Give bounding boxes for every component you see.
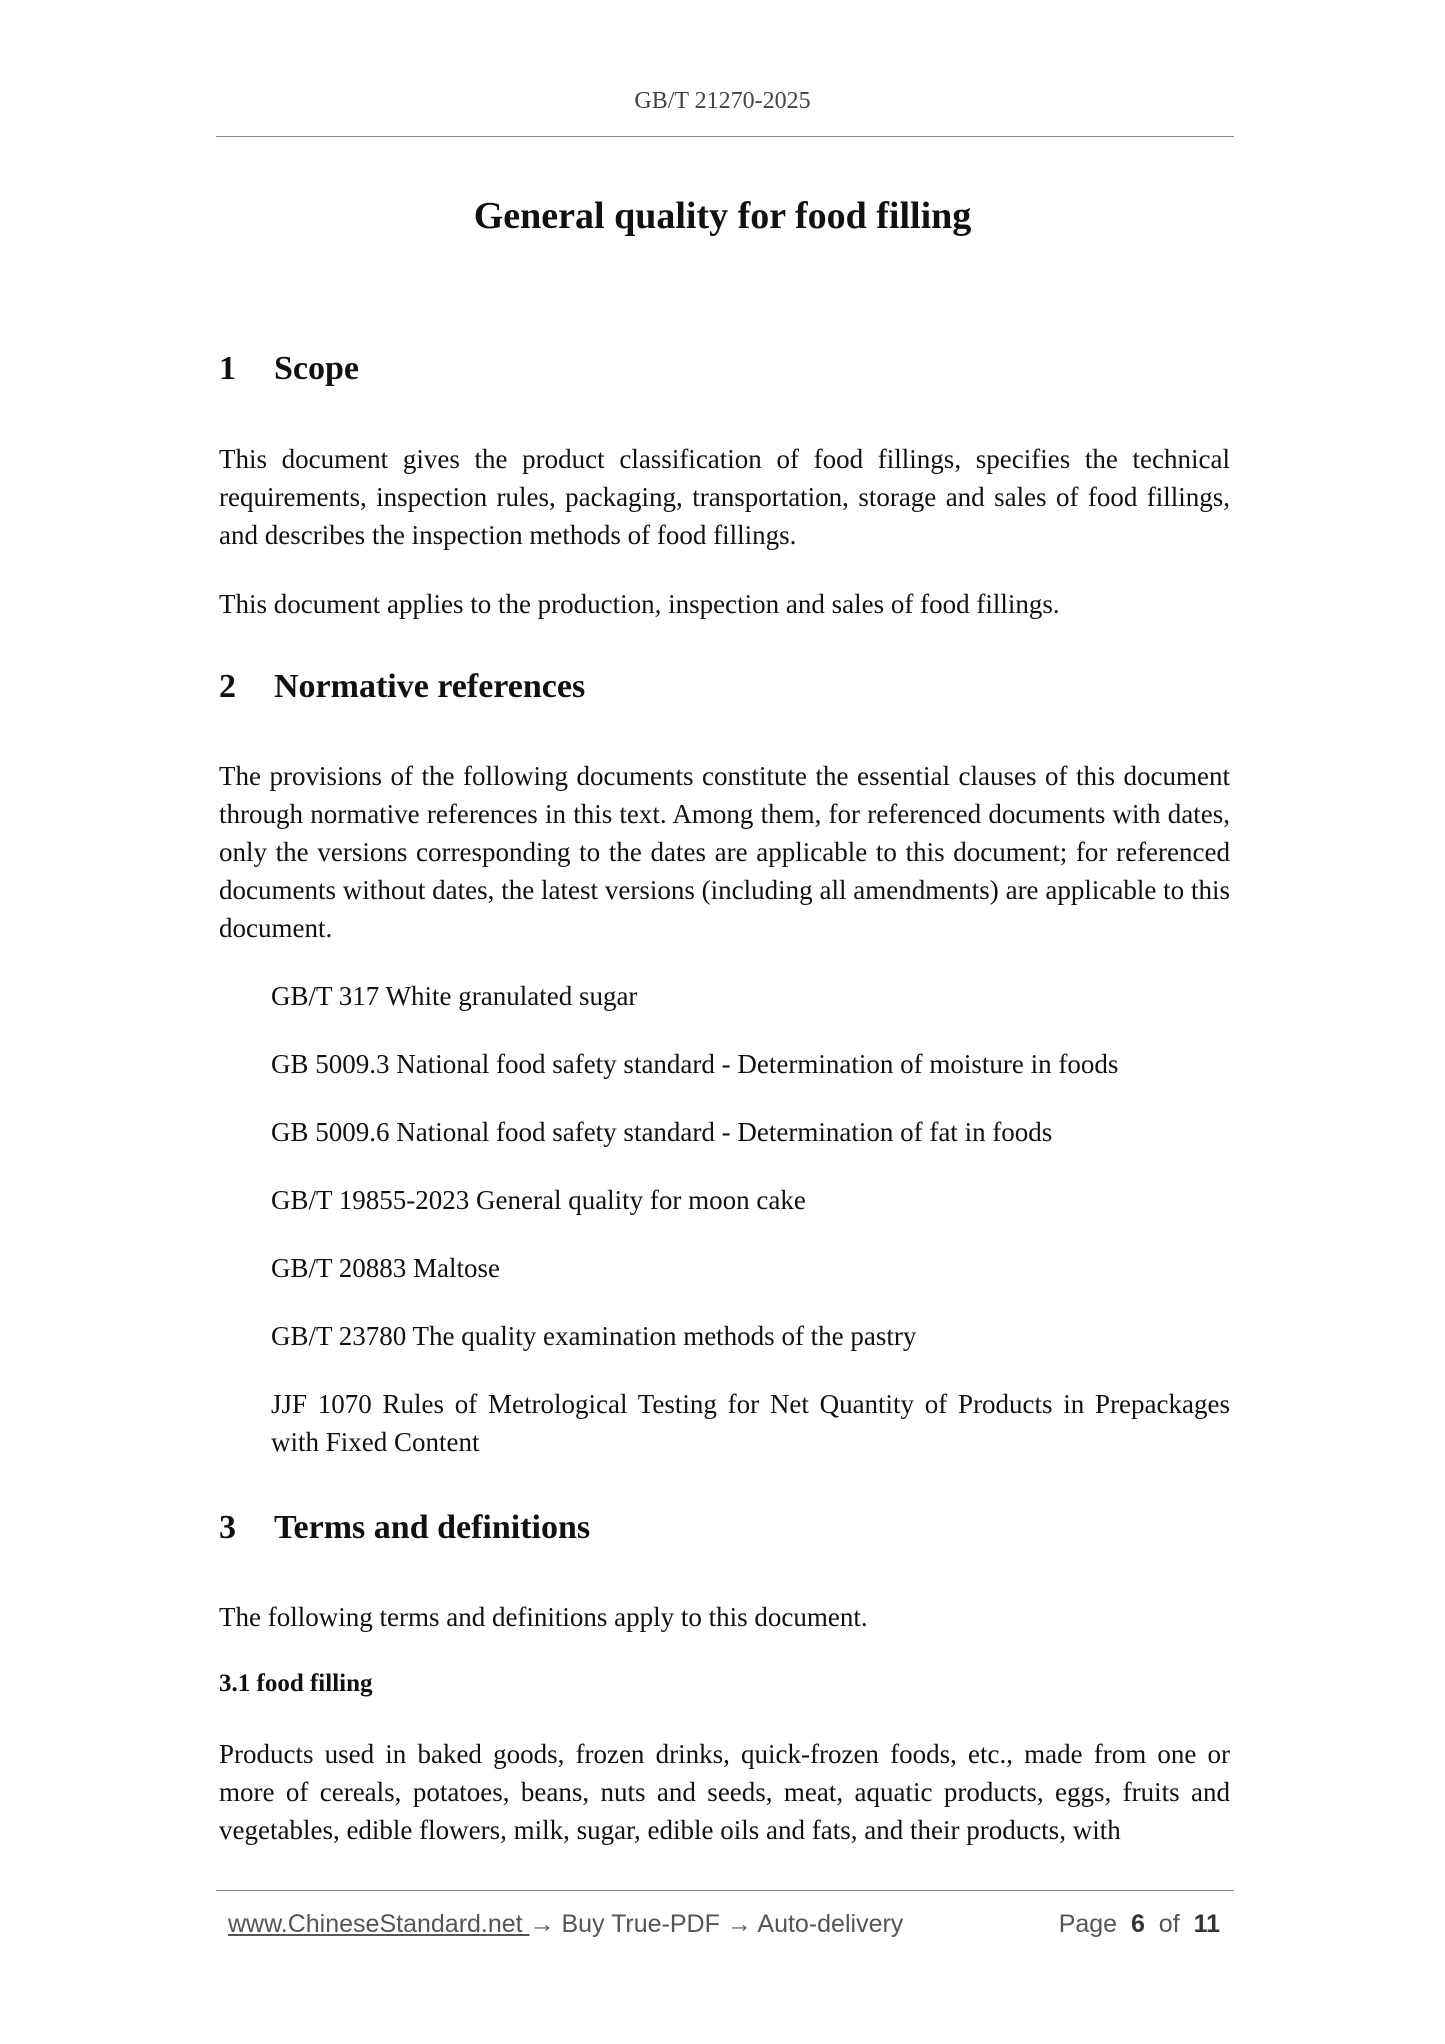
normative-intro-paragraph: The provisions of the following documents constitute the essential clauses of this document through normative references in this text. Among them, for referenced documents with dates, only the versions corresponding to the dates are applicable to this document; for referenced documents without dates, the latest versions (including all amendments) are applicable to this document. [219, 761, 1230, 943]
reference-item: GB 5009.3 National food safety standard - Determination of moisture in foods [271, 1049, 1119, 1079]
page-total: 11 [1193, 1910, 1220, 1938]
page-label: Page [1058, 1910, 1118, 1938]
reference-item: GB/T 23780 The quality examination methods of the pastry [271, 1321, 917, 1351]
page-number: 6 [1130, 1910, 1145, 1938]
reference-item: GB/T 317 White granulated sugar [271, 981, 638, 1011]
arrow-right-icon: → [529, 1910, 555, 1938]
term-heading-3-1: 3.1 food filling [219, 1670, 373, 1697]
section-heading-terms-and-definitions [219, 1509, 590, 1547]
reference-item: JJF 1070 Rules of Metrological Testing for Net Quantity of Products in Prepackages with Fixed Content [271, 1389, 1230, 1457]
section-title: Normative references [274, 668, 586, 705]
footer [228, 1910, 1224, 1939]
buy-pdf-text: Buy True-PDF [554, 1910, 727, 1938]
header-divider [216, 136, 1234, 137]
document-title: General quality for food filling [473, 195, 972, 237]
footer-divider [216, 1890, 1234, 1891]
section-title: Scope [274, 350, 359, 387]
terms-intro-paragraph: The following terms and definitions apply to this document. [219, 1602, 868, 1632]
section-number: 2 [219, 668, 236, 705]
section-title: Terms and definitions [274, 1509, 591, 1546]
arrow-right-icon: → [726, 1910, 752, 1938]
website-link[interactable]: www.ChineseStandard.net [228, 1910, 530, 1938]
section-number: 3 [219, 1509, 236, 1546]
scope-paragraph-2: This document applies to the production, inspection and sales of food fillings. [219, 589, 1060, 619]
scope-paragraph-1: This document gives the product classification of food fillings, specifies the technical requirements, inspection rules, packaging, transportation, storage and sales of food fillings, and describes the inspection methods of food fillings. [219, 444, 1230, 550]
reference-item: GB/T 20883 Maltose [271, 1253, 500, 1283]
reference-item: GB 5009.6 National food safety standard - Determination of fat in foods [271, 1117, 1053, 1147]
of-label: of [1158, 1910, 1180, 1938]
section-heading-normative-references [219, 668, 585, 706]
section-number: 1 [219, 350, 236, 387]
auto-delivery-text: Auto-delivery [751, 1910, 904, 1938]
section-heading-scope [219, 350, 359, 388]
reference-item: GB/T 19855-2023 General quality for moon cake [271, 1185, 806, 1215]
header-standard-code: GB/T 21270-2025 [634, 88, 811, 114]
term-definition-3-1: Products used in baked goods, frozen drinks, quick-frozen foods, etc., made from one or more of cereals, potatoes, beans, nuts and seeds, meat, aquatic products, eggs, fruits and vegetables, edible flowers, milk, sugar, edible oils and fats, and their products, with [219, 1739, 1230, 1845]
page-indicator [1059, 1910, 1220, 1939]
